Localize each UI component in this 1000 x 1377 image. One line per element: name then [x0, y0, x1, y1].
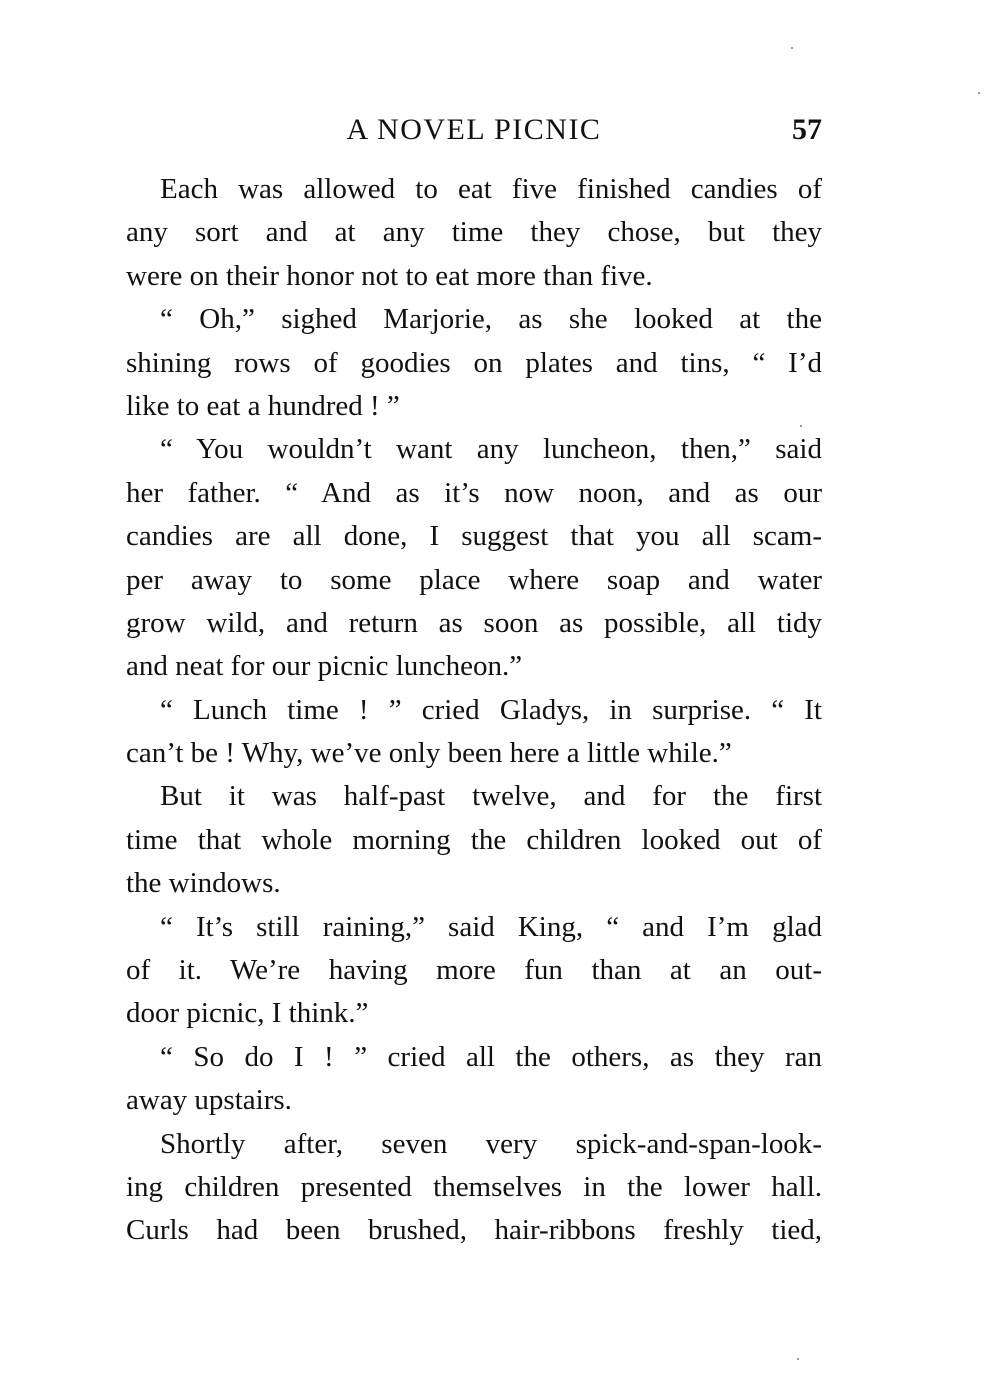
text-line: “ Lunch time ! ” cried Gladys, in surprise. “ It	[160, 693, 822, 726]
text-line: Curls had been brushed, hair-ribbons freshly tied,	[126, 1214, 822, 1247]
text-line: time that whole morning the children looked out of	[126, 823, 822, 856]
paper-speck	[791, 47, 793, 49]
body-text	[126, 168, 822, 1253]
text-line: door picnic, I think.”	[126, 997, 369, 1030]
text-line: can’t be ! Why, we’ve only been here a little while.”	[126, 737, 732, 770]
text-line: Shortly after, seven very spick-and-span-look-	[160, 1127, 822, 1160]
page-number: 57	[792, 113, 822, 146]
text-line: grow wild, and return as soon as possible, all tidy	[126, 606, 822, 639]
text-line: any sort and at any time they chose, but they	[126, 216, 822, 249]
text-line: the windows.	[126, 867, 281, 900]
paper-speck	[800, 425, 802, 427]
text-line: candies are all done, I suggest that you all scam-	[126, 520, 822, 553]
text-line: were on their honor not to eat more than five.	[126, 259, 653, 292]
text-line: shining rows of goodies on plates and tins, “ I’d	[126, 346, 822, 379]
text-line: of it. We’re having more fun than at an out-	[126, 954, 822, 987]
text-line: her father. “ And as it’s now noon, and as our	[126, 476, 822, 509]
text-line: like to eat a hundred ! ”	[126, 389, 400, 422]
text-line: “ So do I ! ” cried all the others, as they ran	[160, 1040, 822, 1073]
text-line: away upstairs.	[126, 1084, 292, 1117]
text-line: ing children presented themselves in the lower hall.	[126, 1170, 822, 1203]
running-title: A NOVEL PICNIC	[346, 113, 602, 146]
text-line: Each was allowed to eat five finished candies of	[160, 173, 822, 205]
text-line: “ It’s still raining,” said King, “ and I’m glad	[160, 910, 822, 943]
paper-speck	[797, 1358, 799, 1360]
running-header	[126, 108, 822, 152]
paper-speck	[978, 92, 980, 94]
text-line: “ Oh,” sighed Marjorie, as she looked at the	[160, 303, 822, 336]
text-line: per away to some place where soap and water	[126, 563, 822, 596]
text-line: But it was half-past twelve, and for the first	[160, 780, 822, 813]
text-line: and neat for our picnic luncheon.”	[126, 650, 523, 683]
text-line: “ You wouldn’t want any luncheon, then,” said	[160, 433, 822, 466]
